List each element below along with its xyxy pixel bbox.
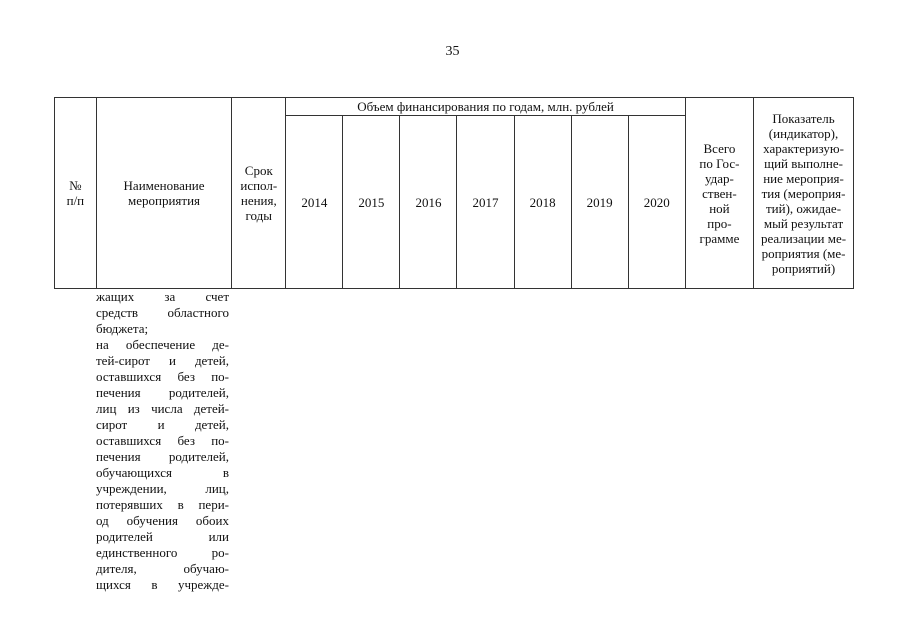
text-line: дителя, обучаю- bbox=[96, 561, 229, 576]
header-cell-name bbox=[96, 98, 232, 289]
text-line: лиц из числа детей- bbox=[96, 401, 229, 416]
header-year-2018: 2018 bbox=[514, 116, 571, 289]
page-number: 35 bbox=[445, 44, 460, 59]
header-number-text: № п/п bbox=[66, 178, 85, 208]
header-term-text: Срок испол- нения, годы bbox=[240, 163, 278, 223]
header-year-2017: 2017 bbox=[457, 116, 514, 289]
text-line: родителей или bbox=[96, 529, 229, 544]
funding-table-header bbox=[54, 97, 854, 289]
text-line: жащих за счет bbox=[96, 289, 229, 304]
header-cell-total bbox=[685, 98, 753, 289]
header-indicator-text: Показатель (индикатор), характеризую- щий выполне- ние мероприя- тия (мероприя- тий), ожидае- мый результат реализации ме- роприятия (ме- роприятий) bbox=[760, 110, 847, 276]
text-line: од обучения обоих bbox=[96, 513, 229, 528]
header-year-2014: 2014 bbox=[286, 116, 343, 289]
header-total-text: Всего по Гос- удар- ствен- ной про- грамме bbox=[699, 140, 740, 246]
header-name-text: Наименование мероприятия bbox=[123, 178, 205, 208]
text-line: обучающихся в bbox=[96, 465, 229, 480]
header-funding-title: Объем финансирования по годам, млн. рублей bbox=[286, 98, 686, 116]
header-year-2019: 2019 bbox=[571, 116, 628, 289]
text-line: печения родителей, bbox=[96, 385, 229, 400]
text-line: щихся в учрежде- bbox=[96, 577, 229, 592]
text-line: учреждении, лиц, bbox=[96, 481, 229, 496]
header-year-2015: 2015 bbox=[343, 116, 400, 289]
header-year-2020: 2020 bbox=[628, 116, 685, 289]
header-cell-number bbox=[55, 98, 97, 289]
text-line: тей-сирот и детей, bbox=[96, 353, 229, 368]
text-line: средств областного bbox=[96, 305, 229, 320]
text-line: потерявших в пери- bbox=[96, 497, 229, 512]
text-line: бюджета; bbox=[96, 321, 149, 336]
text-line: сирот и детей, bbox=[96, 417, 229, 432]
header-cell-indicator bbox=[754, 98, 854, 289]
text-line: оставшихся без по- bbox=[96, 369, 229, 384]
text-line: единственного ро- bbox=[96, 545, 229, 560]
continuation-text bbox=[96, 289, 229, 593]
text-line: печения родителей, bbox=[96, 449, 229, 464]
text-line: на обеспечение де- bbox=[96, 337, 229, 352]
header-year-2016: 2016 bbox=[400, 116, 457, 289]
text-line: оставшихся без по- bbox=[96, 433, 229, 448]
header-cell-term bbox=[232, 98, 286, 289]
